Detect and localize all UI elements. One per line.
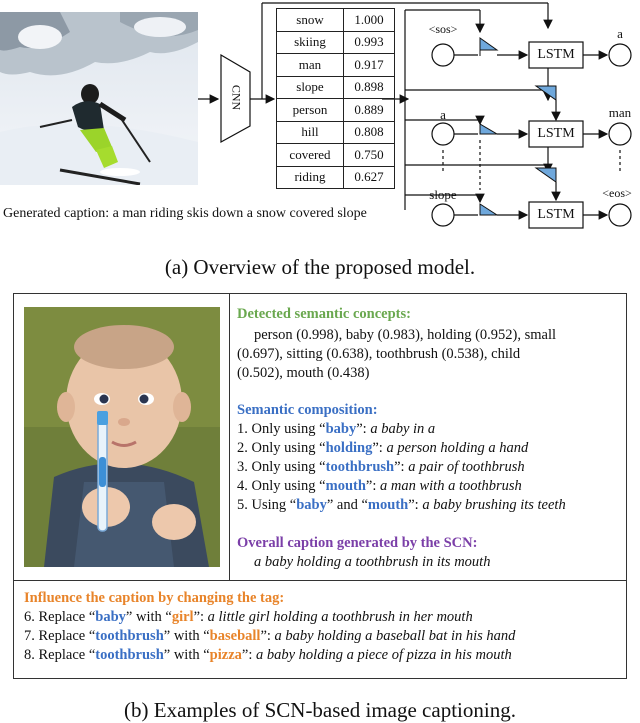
concept-probability: 0.627 (344, 166, 395, 189)
composition-heading: Semantic composition: (237, 402, 378, 418)
influence-item-7: 7. Replace “toothbrush” with “baseball”: a baby holding a baseball bat in his hand (24, 628, 516, 644)
panel-divider-vertical (229, 293, 230, 580)
output-node-eos (609, 204, 631, 226)
output-node-a (609, 44, 631, 66)
composition-item-4: 4. Only using “mouth”: a man with a toothbrush (237, 478, 522, 494)
concept-table (276, 8, 395, 189)
concept-tag: slope (277, 76, 344, 99)
concept-tag: hill (277, 121, 344, 144)
concept-probability: 0.750 (344, 144, 395, 167)
concept-row (277, 99, 395, 122)
influence-item-6: 6. Replace “baby” with “girl”: a little girl holding a toothbrush in her mouth (24, 609, 473, 625)
overall-heading: Overall caption generated by the SCN: (237, 535, 478, 551)
concept-probability: 0.889 (344, 99, 395, 122)
output-label-1: a (617, 26, 623, 41)
output-node-man (609, 123, 631, 145)
detected-line-3: (0.502), mouth (0.438) (237, 365, 370, 381)
concept-tag: skiing (277, 31, 344, 54)
detected-line-2: (0.697), sitting (0.638), toothbrush (0.538), child (237, 346, 521, 362)
concept-tag: person (277, 99, 344, 122)
concept-row (277, 9, 395, 32)
generated-caption: Generated caption: a man riding skis down a snow covered slope (3, 206, 367, 221)
concept-tag: covered (277, 144, 344, 167)
detected-heading: Detected semantic concepts: (237, 306, 411, 322)
composition-item-3: 3. Only using “toothbrush”: a pair of toothbrush (237, 459, 525, 475)
concept-tag: snow (277, 9, 344, 32)
concept-row (277, 76, 395, 99)
concept-probability: 1.000 (344, 9, 395, 32)
composition-item-5: 5. Using “baby” and “mouth”: a baby brushing its teeth (237, 497, 566, 513)
lstm-label-1: LSTM (537, 47, 575, 62)
baby-photo (24, 307, 220, 567)
panel-divider-horizontal (13, 580, 627, 581)
concept-row (277, 31, 395, 54)
overall-caption: a baby holding a toothbrush in its mouth (254, 554, 491, 570)
input-label-1: <sos> (428, 22, 458, 36)
influence-heading: Influence the caption by changing the tag: (24, 590, 285, 606)
concept-probability: 0.808 (344, 121, 395, 144)
influence-item-8: 8. Replace “toothbrush” with “pizza”: a baby holding a piece of pizza in his mouth (24, 647, 512, 663)
concept-row (277, 166, 395, 189)
output-label-3: <eos> (602, 186, 632, 200)
detected-line-1: person (0.998), baby (0.983), holding (0.952), small (254, 327, 557, 343)
lstm-label-3: LSTM (537, 207, 575, 222)
concept-probability: 0.917 (344, 54, 395, 77)
output-label-2: man (608, 105, 632, 120)
concept-probability: 0.898 (344, 76, 395, 99)
composition-item-2: 2. Only using “holding”: a person holding a hand (237, 440, 529, 456)
cnn-label: CNN (229, 84, 244, 111)
concept-row (277, 121, 395, 144)
concept-row (277, 144, 395, 167)
input-node-sos (432, 44, 454, 66)
input-node-a (432, 123, 454, 145)
composition-item-1: 1. Only using “baby”: a baby in a (237, 421, 436, 437)
input-label-3: slope (429, 187, 457, 202)
figure-caption-a: (a) Overview of the proposed model. (164, 255, 476, 279)
lstm-label-2: LSTM (537, 126, 575, 141)
concept-probability: 0.993 (344, 31, 395, 54)
input-label-2: a (440, 107, 446, 122)
concept-tag: riding (277, 166, 344, 189)
concept-tag: man (277, 54, 344, 77)
figure-caption-b: (b) Examples of SCN-based image captioning. (124, 698, 516, 722)
concept-row (277, 54, 395, 77)
input-node-slope (432, 204, 454, 226)
